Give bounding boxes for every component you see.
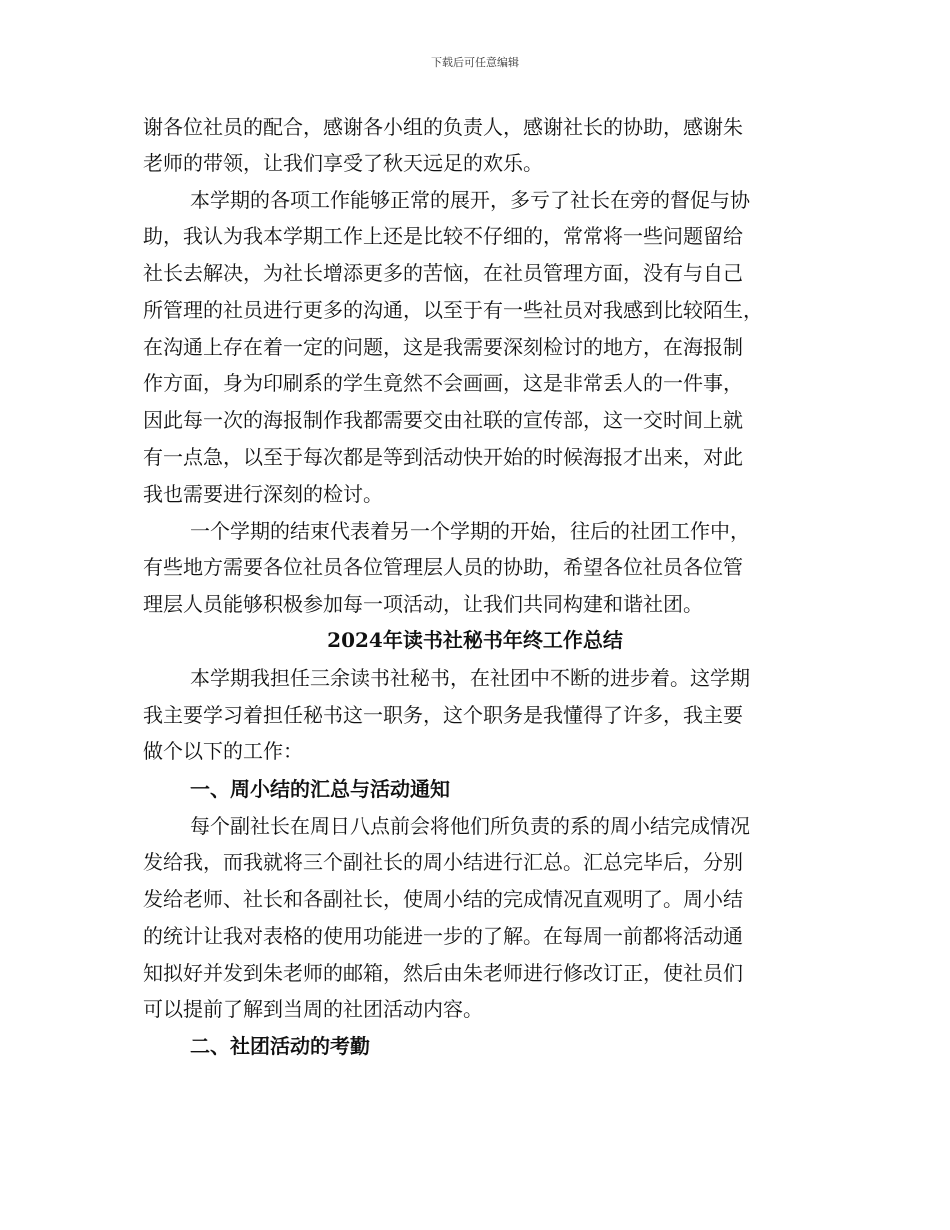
body-line: 作方面，身为印刷系的学生竟然不会画画，这是非常丢人的一件事， — [143, 371, 743, 395]
body-line: 有些地方需要各位社员各位管理层人员的协助，希望各位社员各位管 — [143, 555, 743, 579]
intro-line: 我主要学习着担任秘书这一职务，这个职务是我懂得了许多，我主要 — [143, 703, 743, 727]
body-line: 助，我认为我本学期工作上还是比较不仔细的，常常将一些问题留给 — [143, 224, 743, 248]
body-line: 社长去解决，为社长增添更多的苦恼，在社员管理方面，没有与自己 — [143, 261, 743, 285]
section-heading: 一、周小结的汇总与活动通知 — [190, 777, 450, 801]
body-line: 谢各位社员的配合，感谢各小组的负责人，感谢社长的协助，感谢朱 — [143, 115, 743, 139]
body-line: 老师的带领，让我们享受了秋天远足的欢乐。 — [143, 151, 543, 175]
section-heading: 二、社团活动的考勤 — [190, 1034, 370, 1058]
section-line: 发给老师、社长和各副社长，使周小结的完成情况直观明了。周小结 — [143, 887, 743, 911]
body-line: 一个学期的结束代表着另一个学期的开始，往后的社团工作中， — [190, 519, 750, 543]
section-line: 可以提前了解到当周的社团活动内容。 — [143, 997, 483, 1021]
section-line: 知拟好并发到朱老师的邮箱，然后由朱老师进行修改订正，使社员们 — [143, 961, 743, 985]
page-header: 下载后可任意编辑 — [431, 56, 519, 69]
body-line: 因此每一次的海报制作我都需要交由社联的宣传部，这一交时间上就 — [143, 408, 743, 432]
document-title: 2024年读书社秘书年终工作总结 — [327, 628, 623, 652]
body-line: 本学期的各项工作能够正常的展开，多亏了社长在旁的督促与协 — [190, 188, 750, 212]
section-line: 发给我，而我就将三个副社长的周小结进行汇总。汇总完毕后，分别 — [143, 850, 743, 874]
intro-line: 做个以下的工作： — [143, 739, 303, 763]
section-line: 的统计让我对表格的使用功能进一步的了解。在每周一前都将活动通 — [143, 924, 743, 948]
section-line: 每个副社长在周日八点前会将他们所负责的系的周小结完成情况 — [190, 814, 750, 838]
body-line: 在沟通上存在着一定的问题，这是我需要深刻检讨的地方，在海报制 — [143, 335, 743, 359]
body-line: 有一点急，以至于每次都是等到活动快开始的时候海报才出来，对此 — [143, 445, 743, 469]
body-line: 所管理的社员进行更多的沟通，以至于有一些社员对我感到比较陌生， — [143, 298, 763, 322]
body-line: 理层人员能够积极参加每一项活动，让我们共同构建和谐社团。 — [143, 592, 703, 616]
body-line: 我也需要进行深刻的检讨。 — [143, 482, 383, 506]
intro-line: 本学期我担任三余读书社秘书，在社团中不断的进步着。这学期 — [190, 666, 750, 690]
